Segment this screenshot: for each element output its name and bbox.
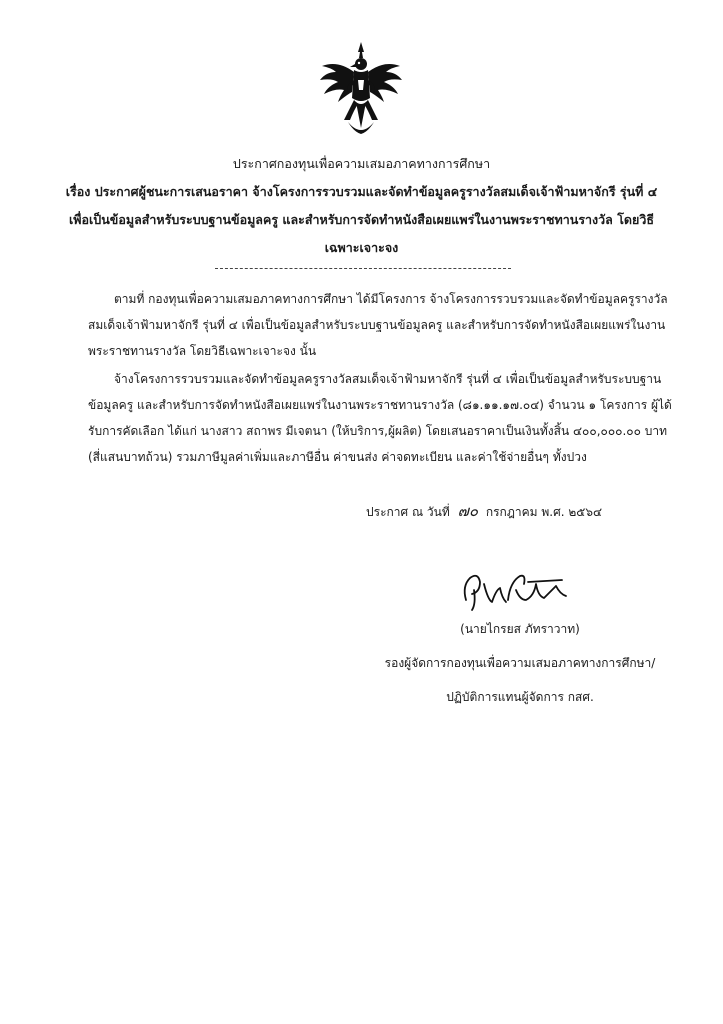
date-prefix: ประกาศ ณ วันที่ [366, 505, 450, 519]
subject-line: เฉพาะเจาะจง [324, 240, 399, 255]
garuda-emblem-icon [318, 40, 404, 140]
date-day: ๗๐ [457, 502, 479, 520]
signatory-block [360, 612, 680, 714]
paragraph-line: ข้อมูลครู และสำหรับการจัดทำหนังสือเผยแพร่ในงานพระราชทานรางวัล (๘๑.๑๑.๑๗.๐๔) จำนวน ๑ โครงการ ผู้ได้ [88, 398, 672, 412]
signatory-name: (นายไกรยส ภัทราวาท) [460, 622, 580, 636]
paragraph-award [88, 366, 672, 470]
paragraph-line: (สี่แสนบาทถ้วน) รวมภาษีมูลค่าเพิ่มและภาษีอื่น ค่าขนส่ง ค่าจดทะเบียน และค่าใช้จ่ายอื่นๆ ทั้งปวง [88, 450, 587, 464]
paragraph-intro [88, 286, 668, 364]
signatory-position: ปฏิบัติการแทนผู้จัดการ กสศ. [446, 690, 594, 704]
signatory-position: รองผู้จัดการกองทุนเพื่อความเสมอภาคทางการศึกษา/ [384, 656, 656, 670]
announcement-title-text: ประกาศกองทุนเพื่อความเสมอภาคทางการศึกษา [232, 156, 491, 171]
paragraph-line: รับการคัดเลือก ได้แก่ นางสาว สถาพร มีเจตนา (ให้บริการ,ผู้ผลิต) โดยเสนอราคาเป็นเงินทั้งสิ้น ๔๐๐,๐๐๐.๐๐ บาท [88, 424, 668, 438]
paragraph-line: จ้างโครงการรวบรวมและจัดทำข้อมูลครูรางวัลสมเด็จเจ้าฟ้ามหาจักรี รุ่นที่ ๔ เพื่อเป็นข้อมูลสำหรับระบบฐาน [114, 372, 662, 386]
paragraph-line: สมเด็จเจ้าฟ้ามหาจักรี รุ่นที่ ๔ เพื่อเป็นข้อมูลสำหรับระบบฐานข้อมูลครู และสำหรับการจัดทำหนังสือเผยแพร่ในงาน [88, 318, 666, 332]
handwritten-signature [444, 560, 584, 620]
paragraph-line: ตามที่ กองทุนเพื่อความเสมอภาคทางการศึกษา ได้มีโครงการ จ้างโครงการรวบรวมและจัดทำข้อมูลครูรางวัล [114, 292, 668, 306]
subject-block [60, 178, 663, 262]
paragraph-line: พระราชทานรางวัล โดยวิธีเฉพาะเจาะจง นั้น [88, 344, 317, 358]
subject-line: เพื่อเป็นข้อมูลสำหรับระบบฐานข้อมูลครู และสำหรับการจัดทำหนังสือเผยแพร่ในงานพระราชทานรางวัล โดยวิธี [69, 212, 654, 227]
date-month-year: กรกฎาคม พ.ศ. ๒๕๖๔ [485, 505, 603, 519]
announcement-date [366, 498, 602, 525]
announcement-title [60, 150, 663, 178]
section-divider [215, 268, 511, 269]
subject-line: เรื่อง ประกาศผู้ชนะการเสนอราคา จ้างโครงการรวบรวมและจัดทำข้อมูลครูรางวัลสมเด็จเจ้าฟ้ามหาจักรี รุ่นที่ ๔ [65, 184, 658, 199]
